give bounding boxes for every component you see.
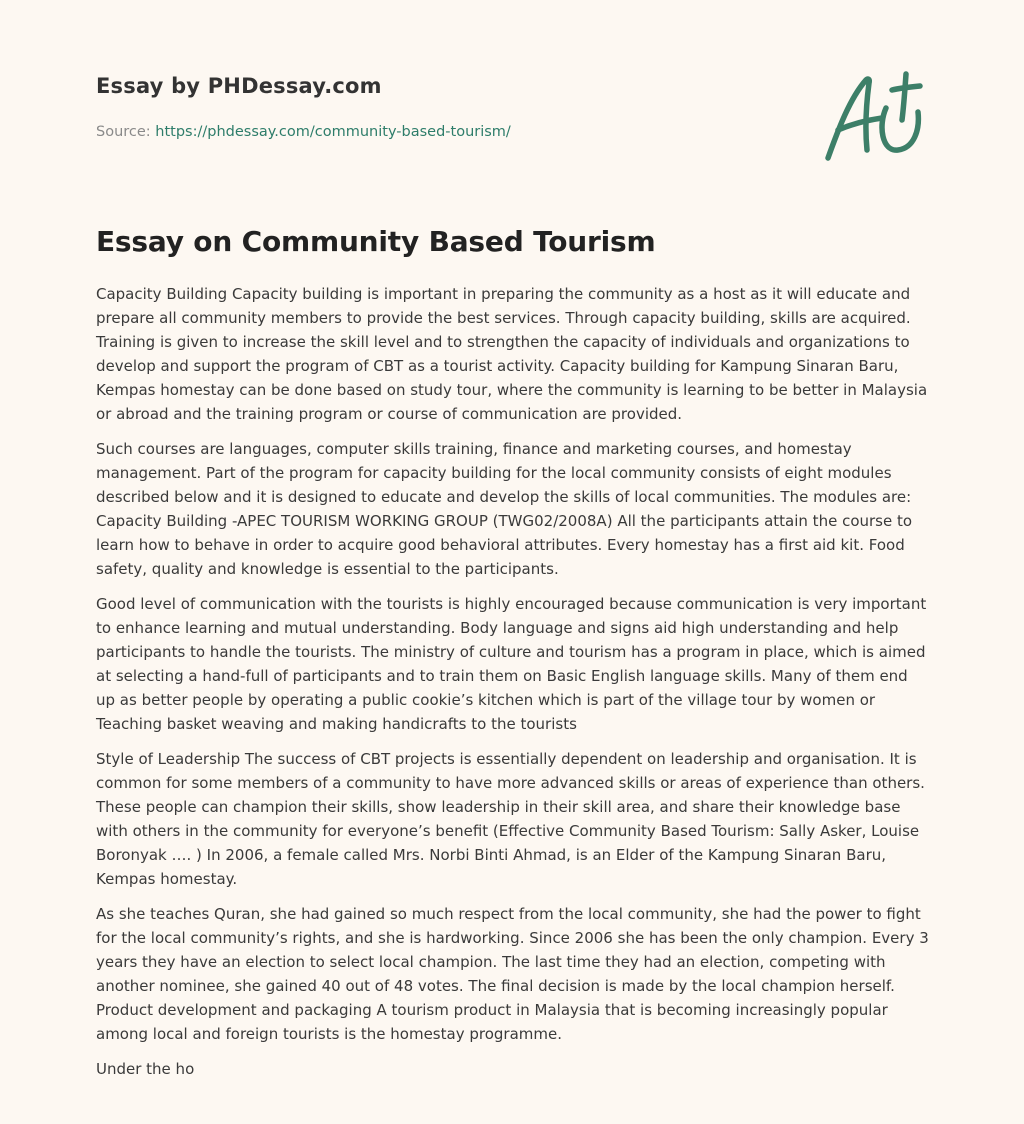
a-plus-logo-icon	[822, 68, 926, 164]
essay-paragraph: As she teaches Quran, she had gained so much respect from the local community, she had the power to fight for the local community’s rights, and she is hardworking. Since 2006 she has been the only champion. Every 3 years they have an election to select local champion. The last time they had an election, competing with another nominee, she gained 40 out of 48 votes. The final decision is made by the local champion herself. Product development and packaging A tourism product in Malaysia that is becoming increasingly popular among local and foreign tourists is the homestay programme.	[96, 905, 929, 1044]
source-line	[96, 124, 511, 140]
essay-paragraph: Under the ho	[96, 1060, 195, 1079]
essay-paragraph: Such courses are languages, computer skills training, finance and marketing courses, and homestay management. Part of the program for capacity building for the local community consists of eight modules described below and it is designed to educate and develop the skills of local communities. The modules are: Capacity Building -APEC TOURISM WORKING GROUP (TWG02/2008A) All the participants attain the course to learn how to behave in order to acquire good behavioral attributes. Every homestay has a first aid kit. Food safety, quality and knowledge is essential to the participants.	[96, 440, 913, 579]
essay-paragraph: Capacity Building Capacity building is important in preparing the community as a host as it will educate and prepare all community members to provide the best services. Through capacity building, skills are acquired. Training is given to increase the skill level and to strengthen the capacity of individuals and organizations to develop and support the program of CBT as a tourist activity. Capacity building for Kampung Sinaran Baru, Kempas homestay can be done based on study tour, where the community is learning to be better in Malaysia or abroad and the training program or course of communication are provided.	[96, 285, 928, 424]
page-header	[96, 0, 928, 180]
site-title: Essay by PHDessay.com	[96, 74, 382, 98]
source-link[interactable]: https://phdessay.com/community-based-tourism/	[155, 124, 511, 140]
essay-body	[96, 224, 930, 1092]
essay-title: Essay on Community Based Tourism	[96, 225, 656, 258]
source-label: Source:	[96, 124, 156, 140]
essay-paragraph: Good level of communication with the tourists is highly encouraged because communication is very important to enhance learning and mutual understanding. Body language and signs aid high understanding and help participants to handle the tourists. The ministry of culture and tourism has a program in place, which is aimed at selecting a hand-full of participants and to train them on Basic English language skills. Many of them end up as better people by operating a public cookie’s kitchen which is part of the village tour by women or Teaching basket weaving and making handicrafts to the tourists	[96, 595, 927, 734]
essay-paragraph: Style of Leadership The success of CBT projects is essentially dependent on leadership and organisation. It is common for some members of a community to have more advanced skills or areas of experience than others. These people can champion their skills, show leadership in their skill area, and share their knowledge base with others in the community for everyone’s benefit (Effective Community Based Tourism: Sally Asker, Louise Boronyak …. ) In 2006, a female called Mrs. Norbi Binti Ahmad, is an Elder of the Kampung Sinaran Baru, Kempas homestay.	[96, 750, 925, 889]
